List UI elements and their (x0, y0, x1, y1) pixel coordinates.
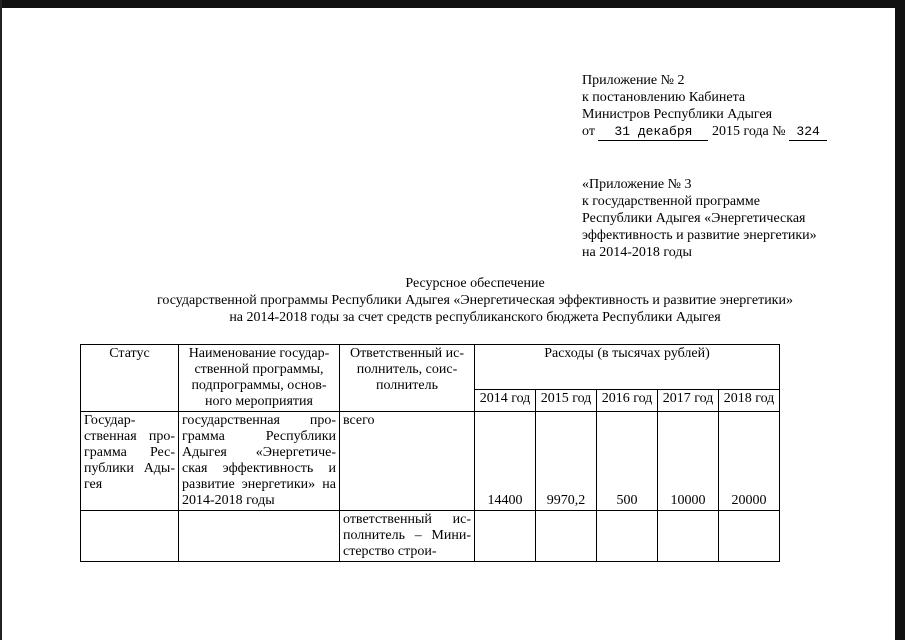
document-title (40, 275, 905, 326)
cell-value: 500 (597, 412, 658, 511)
cell-executor: всего (340, 412, 475, 511)
cell-value (536, 511, 597, 562)
cell-executor: ответственный ис-полнитель – Мини-стерство строи- (340, 511, 475, 562)
title-line-3: на 2014-2018 годы за счет средств республиканского бюджета Республики Адыгея (229, 310, 721, 325)
date-prefix: от (582, 124, 595, 139)
cell-status: Государ-ственная про-грамма Рес-публики Ады-гея (81, 412, 179, 511)
header-status: Статус (81, 345, 179, 412)
appendix-quote-block (582, 176, 817, 261)
header-year: 2016 год (597, 389, 658, 411)
header-year: 2018 год (719, 389, 780, 411)
cell-value: 20000 (719, 412, 780, 511)
scan-border-left (0, 0, 2, 640)
resources-table (80, 344, 780, 562)
appendix-header (582, 72, 827, 141)
cell-status (81, 511, 179, 562)
cell-value: 10000 (658, 412, 719, 511)
cell-value (597, 511, 658, 562)
appendix2-line-1: «Приложение № 3 (582, 177, 692, 192)
cell-name: государственная про-грамма Республики Адыгея «Энергетиче-ская эффективность и развитие энергетики» на 2014-2018 годы (179, 412, 340, 511)
header-executor: Ответственный ис-полнитель, соис-полнитель (340, 345, 475, 412)
header-expenses: Расходы (в тысячах рублей) (475, 345, 780, 390)
cell-value: 14400 (475, 412, 536, 511)
appendix2-line-5: на 2014-2018 годы (582, 245, 692, 260)
appendix-date-line (582, 123, 827, 141)
cell-value: 9970,2 (536, 412, 597, 511)
title-line-2: государственной программы Республики Адыгея «Энергетическая эффективность и развитие энергетики» (157, 293, 793, 308)
date-field: 31 декабря (598, 125, 708, 141)
header-year: 2017 год (658, 389, 719, 411)
table-row (81, 511, 780, 562)
appendix2-line-3: Республики Адыгея «Энергетическая (582, 211, 806, 226)
scan-border-top (0, 0, 905, 8)
title-line-1: Ресурсное обеспечение (405, 276, 545, 291)
cell-name (179, 511, 340, 562)
number-field: 324 (789, 125, 827, 141)
appendix2-line-4: эффективность и развитие энергетики» (582, 228, 817, 243)
appendix-line-3: Министров Республики Адыгея (582, 107, 773, 122)
appendix-line-2: к постановлению Кабинета (582, 90, 746, 105)
header-year: 2014 год (475, 389, 536, 411)
header-name: Наименование государ-ственной программы, подпрограммы, основ-ного мероприятия (179, 345, 340, 412)
header-year: 2015 год (536, 389, 597, 411)
table-row (81, 412, 780, 511)
year-text: 2015 года № (711, 124, 786, 139)
appendix-line-1: Приложение № 2 (582, 73, 685, 88)
cell-value (658, 511, 719, 562)
cell-value (719, 511, 780, 562)
appendix2-line-2: к государственной программе (582, 194, 760, 209)
cell-value (475, 511, 536, 562)
